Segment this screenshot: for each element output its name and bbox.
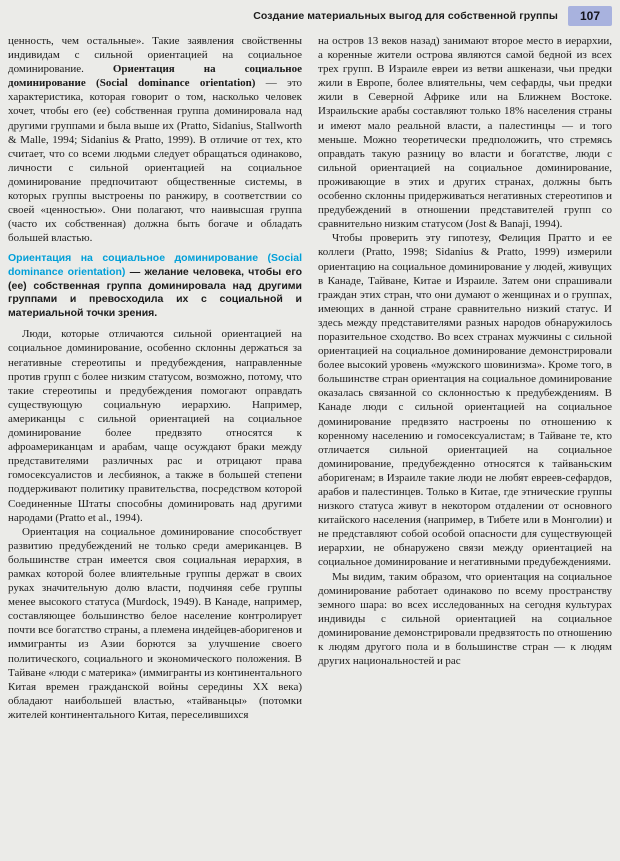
paragraph xyxy=(8,327,302,524)
body-text: на остров 13 веков назад) занимают второе место в иерархии, а коренные жители острова являются самой бедной из всех трех групп. В Израиле евреи из ветви ашкенази, чьи предки жили в Европе, более влиятельны, чем сефарды, чьи предки жили в Северной Африке или на Ближнем Востоке. Израильские арабы составляют только 18% населения страны и имеют мало реальной власти, а палестинцы — и того меньше. Можно теоретически предположить, что стремясь оправдать такую разницу во власти и богатстве, люди с сильной ориентацией на социальное доминирование, проживающие в этих и других странах, должны быть особенно склонны придерживаться негативных стереотипов и предубеждений в отношении представителей групп со сравнительно низким статусом (Jost & Banaji, 1994). xyxy=(318,35,612,231)
emphasized-term: Ориентация на социальное доминирование (Social dominance orientation) xyxy=(8,63,302,90)
definition-box xyxy=(8,252,302,320)
body-text: ценность, чем остальные». Такие заявления свойственны индивидам с сильной ориентацией на социальное доминирование. xyxy=(8,35,302,76)
body-text: Мы видим, таким образом, что ориентация на социальное доминирование работает одинаково по всему пространству земного шара: во всех исследованных на сегодня культурах индивиды с сильной ориентацией на социальное доминирование демонстрировали предвзятость по отношению к людям другого пола и в большинстве стран — к людям других национальностей и рас xyxy=(318,570,612,668)
page-number-badge: 107 xyxy=(568,6,612,26)
body-text: — это характеристика, которая говорит о том, насколько человек хочет, чтобы его (ее) собственная группа доминировала над другими группами и была выше их (Pratto, Sidanius, Stallworth & Malle, 1994; Sidanius & Pratto, 1999). В отличие от тех, кто считает, что со всеми людьми следует обращаться одинаково, личности с сильной ориентацией на социальное доминирование предпочитают общественные системы, в которых группы выстроены по ранжиру, в соответствии со своей «ценностью». Они полагают, что наивысшая группа (часто их собственная) должна быть богаче и обладать большей властью. xyxy=(8,77,302,245)
paragraph xyxy=(8,34,302,245)
text-columns xyxy=(0,29,620,722)
definition-text: — желание человека, чтобы его (ее) собственная группа доминировала над другими группами и превосходила их с социальной и материальной точки зрения. xyxy=(8,266,303,319)
paragraph xyxy=(8,525,302,722)
paragraph xyxy=(318,570,612,669)
left-column xyxy=(8,34,302,722)
paragraph xyxy=(318,231,612,569)
running-head: Создание материальных выгод для собственной группы xyxy=(253,10,558,22)
paragraph xyxy=(318,34,612,231)
body-text: Чтобы проверить эту гипотезу, Фелиция Пратто и ее коллеги (Pratto, 1998; Sidanius & Pratto, 1999) измерили ориентацию на социальное доминирование у людей, живущих в Канаде, Тайване, Китае и Израиле. Затем они спрашивали граждан этих стран, что они думают о женщинах и о группах, имеющих в данной стране сравнительно низкий статус. И здесь между представителями разных народов обнаружилось поразительное сходство. Во всех странах мужчины с сильной ориентацией на социальное доминирование демонстрировали более высокий уровень «мужского шовинизма». Кроме того, в большинстве стран ориентация на социальное доминирование оказалась связанной со склонностью к предубеждениям. В Канаде люди с сильной ориентацией на социальное доминирование предвзято настроены по отношению к коренному населению и гомосексуалистам; в Тайване те, кто отличается сильной ориентацией на социальное доминирование, предубежденно относятся к тайваньским аборигенам; в Израиле такие люди не любят евреев-сефардов, арабов и палестинцев. Только в Китае, где этнические группы низкого статуса живут в некотором отдалении от основного китайского населения (например, в Тибете или в Монголии) и не представляют собой особой опасности для существующей иерархии, не обнаружено связи между ориентацией на социальное доминирование и негативными предубеждениями. xyxy=(318,232,612,569)
right-column xyxy=(318,34,612,722)
page-header xyxy=(0,0,620,29)
body-text: Ориентация на социальное доминирование способствует развитию предубеждений не только среди американцев. В большинстве стран имеется своя социальная иерархия, в рамках которой более влиятельные группы держат в своих руках значительную долю власти, подчиняя себе группы менее высокого статуса (Murdock, 1949). В Канаде, например, составляющее большинство белое население контролирует почти все богатство страны, а племена индейцев-аборигенов и иммигранты из Азии борются за улучшение своего политического, социального и экономического положения. В Тайване «люди с материка» (иммигранты из континентального Китая времен гражданской войны середины XX века) обладают наибольшей властью, «тайваньцы» (потомки жителей континентального Китая, переселившихся xyxy=(8,525,302,721)
definition-term: Ориентация на социальное доминирование (Social dominance orientation) xyxy=(8,252,302,278)
body-text: Люди, которые отличаются сильной ориентацией на социальное доминирование, особенно склонны держаться за негативные стереотипы и предубеждения, направленные против групп с более низким статусом, возможно, потому, что такие стереотипы и предубеждения помогают оправдать существующую социальную иерархию. Например, американцы с сильной ориентацией на социальное доминирование более предвзято относятся к афроамериканцам и арабам, чаще осуждают браки между представителями различных рас и отрицают права гомосексуалистов и лесбиянок, а также в большей степени поддерживают политику правительства, посредством которой Соединенные Штаты способны доминировать над другими народами (Pratto et al., 1994). xyxy=(8,328,302,524)
